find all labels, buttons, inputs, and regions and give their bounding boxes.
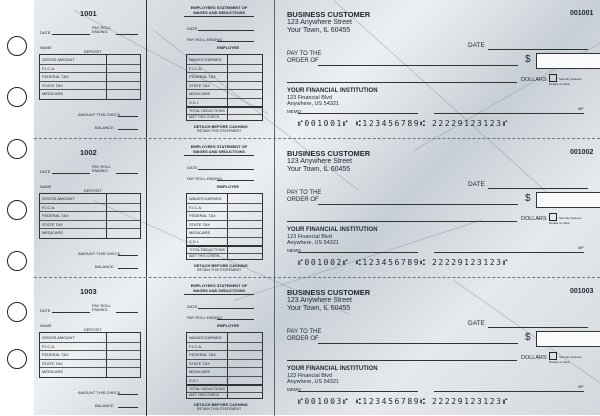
memo-line[interactable]	[298, 252, 418, 253]
bank-city: Anywhere, US 54321	[287, 379, 339, 385]
stub-pay-roll-ending-right: PAY ROLL ENDING	[187, 37, 223, 42]
amount-box[interactable]	[536, 331, 600, 347]
security-note-text: Security features. Details on back.	[549, 215, 583, 225]
security-note	[549, 353, 589, 364]
pay-to-label: PAY TO THE	[287, 190, 322, 196]
payee-line[interactable]	[318, 204, 518, 205]
stub-deduction-row: STATE TAX	[189, 360, 210, 366]
stub-amt-this-check-label: AMT THIS CHECK	[189, 254, 220, 258]
amount-words-line[interactable]	[287, 221, 517, 222]
stub-deduction-row: FEDERAL TAX	[189, 74, 216, 79]
stub-pay-roll-ending-right: PAY ROLL ENDING	[187, 315, 223, 320]
business-street: 123 Anywhere Street	[287, 297, 352, 304]
check-face	[274, 0, 600, 138]
memo-label: MEMO	[287, 387, 301, 392]
signature-line[interactable]	[434, 113, 584, 114]
stub-pay-roll-ending-label: PAY ROLL ENDING	[92, 164, 111, 173]
date-line	[488, 49, 588, 50]
stub-amount-this-check-label: AMOUNT THIS CHECK	[78, 390, 121, 395]
binder-hole	[7, 251, 27, 271]
security-note	[549, 75, 589, 86]
stub-amount-this-check-label: AMOUNT THIS CHECK	[78, 112, 121, 117]
stub-ledger-row: FEDERAL TAX	[42, 352, 69, 358]
stub-ledger-row: MEDICARE	[42, 230, 64, 236]
stub-statement-title: EMPLOYEES STATEMENT OF WAGES AND DEDUCTIONS	[190, 283, 248, 293]
dollars-label: DOLLARS	[521, 216, 547, 222]
check	[34, 278, 600, 416]
stub-deposit-label: DEPOSIT	[84, 327, 102, 332]
stub-deduction-row: WAGES EARNED	[189, 196, 222, 201]
stub-gross-amount-label: GROSS AMOUNT	[42, 57, 75, 62]
dollars-label: DOLLARS	[521, 77, 547, 83]
stub-deduction-row: S.D.I.	[189, 238, 200, 244]
business-name: BUSINESS CUSTOMER	[287, 288, 371, 297]
bank-street: 123 Financial Blvd	[287, 95, 332, 101]
stub-ledger	[39, 54, 141, 100]
order-of-label: ORDER OF	[287, 336, 319, 342]
check	[34, 0, 600, 138]
bank-name: YOUR FINANCIAL INSTITUTION	[287, 227, 378, 233]
bank-street: 123 Financial Blvd	[287, 234, 332, 240]
stub-ledger-row: F.I.C.A.	[42, 343, 56, 349]
binder-hole	[7, 36, 27, 56]
pay-to-label: PAY TO THE	[287, 329, 322, 335]
date-label: DATE	[468, 181, 485, 188]
stub-name-label: NAME	[40, 184, 52, 189]
stub-check-number: 1001	[80, 9, 97, 18]
stub-statement-title: EMPLOYEES STATEMENT OF WAGES AND DEDUCTIONS	[190, 144, 248, 154]
stub-detach-label: DETACH BEFORE CASHING	[194, 263, 248, 268]
dollar-sign: $	[525, 332, 531, 343]
order-of-label: ORDER OF	[287, 197, 319, 203]
micr-check-number: ⑈001001⑈	[298, 119, 350, 128]
payee-line[interactable]	[318, 343, 518, 344]
stub-deductions-table	[186, 193, 263, 246]
stub-check-number: 1002	[80, 148, 97, 157]
stub-deduction-row: F.I.C.A.	[189, 204, 203, 210]
micr-routing: ⑆123456789⑆	[356, 258, 427, 267]
stub-deductions-table	[186, 54, 263, 107]
memo-label: MEMO	[287, 109, 301, 114]
stub-deduction-row: F.I.C.A.	[189, 343, 203, 349]
amount-box[interactable]	[536, 192, 600, 208]
micr-account: 22229123123⑈	[432, 119, 509, 128]
stub-total-deductions-label: TOTAL DEDUCTIONS	[189, 248, 225, 252]
signature-line[interactable]	[434, 391, 584, 392]
stub-deduction-row: F.I.C.A.	[189, 65, 203, 71]
stub-check-number: 1003	[80, 287, 97, 296]
stub-total-deductions-label: TOTAL DEDUCTIONS	[189, 109, 225, 113]
amount-words-line[interactable]	[287, 82, 517, 83]
check	[34, 139, 600, 277]
security-note	[549, 214, 589, 225]
mp-label: MP	[578, 385, 584, 389]
stub-pay-roll-ending-right: PAY ROLL ENDING	[187, 176, 223, 181]
check-face-number: 001001	[570, 10, 594, 17]
stub-retain-label: RETAIN THIS STATEMENT	[197, 407, 242, 411]
binder-hole	[7, 302, 27, 322]
binder-hole	[7, 200, 27, 220]
stub-ledger-row: STATE TAX	[42, 360, 63, 366]
stub-deduction-row: STATE TAX	[189, 221, 210, 227]
micr-check-number: ⑈001003⑈	[298, 397, 350, 406]
check-stub	[34, 0, 275, 138]
business-name: BUSINESS CUSTOMER	[287, 149, 371, 158]
stub-detach-label: DETACH BEFORE CASHING	[194, 402, 248, 407]
stub-ledger	[39, 332, 141, 378]
memo-line[interactable]	[298, 391, 418, 392]
binding-strip	[0, 0, 34, 415]
stub-date-label-right: DATE	[187, 304, 198, 309]
stub-retain-label: RETAIN THIS STATEMENT	[197, 268, 242, 272]
stub-deduction-row: FEDERAL TAX	[189, 213, 216, 218]
date-line	[488, 188, 588, 189]
amount-words-line[interactable]	[287, 360, 517, 361]
check-face	[274, 278, 600, 416]
business-city: Your Town, IL 60455	[287, 166, 351, 173]
stub-ledger-row: STATE TAX	[42, 82, 63, 88]
stub-amount-this-check-label: AMOUNT THIS CHECK	[78, 251, 121, 256]
stub-balance-label: BALANCE	[95, 403, 114, 408]
date-line	[488, 327, 588, 328]
stub-balance-label: BALANCE	[95, 125, 114, 130]
stub-amt-this-check-label: AMT THIS CHECK	[189, 393, 220, 397]
stub-total-deductions-label: TOTAL DEDUCTIONS	[189, 387, 225, 391]
bank-city: Anywhere, US 54321	[287, 240, 339, 246]
security-note-text: Security features. Details on back.	[549, 76, 583, 86]
stub-deduction-row: MEDICARE	[189, 230, 211, 235]
dollars-label: DOLLARS	[521, 355, 547, 361]
stub-ledger-row: STATE TAX	[42, 221, 63, 227]
check-stub	[34, 139, 275, 277]
check-face-number: 001003	[570, 288, 594, 295]
padlock-icon	[549, 352, 557, 360]
stub-employee-label: EMPLOYEE	[217, 323, 240, 328]
date-label: DATE	[468, 42, 485, 49]
stub-deduction-row: S.D.I.	[189, 377, 200, 383]
stub-ledger-row: FEDERAL TAX	[42, 74, 69, 80]
date-label: DATE	[468, 320, 485, 327]
check-face	[274, 139, 600, 277]
memo-line[interactable]	[298, 113, 418, 114]
micr-account: 22229123123⑈	[432, 397, 509, 406]
stub-deduction-row: MEDICARE	[189, 91, 211, 96]
stub-date-label: DATE	[40, 30, 51, 35]
bank-name: YOUR FINANCIAL INSTITUTION	[287, 366, 378, 372]
stub-deduction-row: FEDERAL TAX	[189, 352, 216, 357]
stub-ledger-row: F.I.C.A.	[42, 65, 56, 71]
bank-name: YOUR FINANCIAL INSTITUTION	[287, 88, 378, 94]
stub-ledger-row: MEDICARE	[42, 91, 64, 97]
stub-date-label: DATE	[40, 308, 51, 313]
binder-hole	[7, 349, 27, 369]
payee-line[interactable]	[318, 65, 518, 66]
bank-city: Anywhere, US 54321	[287, 101, 339, 107]
stub-ledger-row: MEDICARE	[42, 369, 64, 375]
dollar-sign: $	[525, 54, 531, 65]
order-of-label: ORDER OF	[287, 58, 319, 64]
amount-box[interactable]	[536, 53, 600, 69]
stub-deduction-row: S.D.I.	[189, 99, 200, 105]
stub-employee-label: EMPLOYEE	[217, 45, 240, 50]
stub-date-label: DATE	[40, 169, 51, 174]
stub-totals-table	[186, 385, 263, 399]
bank-street: 123 Financial Blvd	[287, 373, 332, 379]
mp-label: MP	[578, 107, 584, 111]
micr-routing: ⑆123456789⑆	[356, 119, 427, 128]
business-name: BUSINESS CUSTOMER	[287, 10, 371, 19]
micr-account: 22229123123⑈	[432, 258, 509, 267]
signature-line[interactable]	[434, 252, 584, 253]
stub-ledger	[39, 193, 141, 239]
stub-pay-roll-ending-label: PAY ROLL ENDING	[92, 303, 111, 312]
micr-check-number: ⑈001002⑈	[298, 258, 350, 267]
memo-label: MEMO	[287, 248, 301, 253]
stub-date-label-right: DATE	[187, 165, 198, 170]
stub-name-label: NAME	[40, 45, 52, 50]
binder-hole	[7, 139, 27, 159]
stub-gross-amount-label: GROSS AMOUNT	[42, 335, 75, 340]
stub-detach-label: DETACH BEFORE CASHING	[194, 124, 248, 129]
stub-totals-table	[186, 107, 263, 121]
stub-statement-title: EMPLOYEES STATEMENT OF WAGES AND DEDUCTIONS	[190, 5, 248, 15]
padlock-icon	[549, 213, 557, 221]
business-city: Your Town, IL 60455	[287, 27, 351, 34]
binder-hole	[7, 87, 27, 107]
business-street: 123 Anywhere Street	[287, 158, 352, 165]
business-city: Your Town, IL 60455	[287, 305, 351, 312]
dollar-sign: $	[525, 193, 531, 204]
stub-deductions-table	[186, 332, 263, 385]
padlock-icon	[549, 74, 557, 82]
stub-pay-roll-ending-label: PAY ROLL ENDING	[92, 25, 111, 34]
stub-deduction-row: STATE TAX	[189, 82, 210, 88]
stub-deduction-row: MEDICARE	[189, 369, 211, 374]
stub-date-label-right: DATE	[187, 26, 198, 31]
stub-deposit-label: DEPOSIT	[84, 188, 102, 193]
stub-amt-this-check-label: AMT THIS CHECK	[189, 115, 220, 119]
stub-deduction-row: WAGES EARNED	[189, 335, 222, 340]
stub-ledger-row: FEDERAL TAX	[42, 213, 69, 219]
stub-balance-label: BALANCE	[95, 264, 114, 269]
security-note-text: Security features. Details on back.	[549, 354, 583, 364]
check-stub	[34, 278, 275, 416]
mp-label: MP	[578, 246, 584, 250]
stub-name-label: NAME	[40, 323, 52, 328]
stub-deposit-label: DEPOSIT	[84, 49, 102, 54]
pay-to-label: PAY TO THE	[287, 51, 322, 57]
stub-ledger-row: F.I.C.A.	[42, 204, 56, 210]
business-street: 123 Anywhere Street	[287, 19, 352, 26]
stub-gross-amount-label: GROSS AMOUNT	[42, 196, 75, 201]
stub-deduction-row: WAGES EARNED	[189, 57, 222, 62]
micr-routing: ⑆123456789⑆	[356, 397, 427, 406]
check-face-number: 001002	[570, 149, 594, 156]
stub-retain-label: RETAIN THIS STATEMENT	[197, 129, 242, 133]
stub-totals-table	[186, 246, 263, 260]
stub-employee-label: EMPLOYEE	[217, 184, 240, 189]
